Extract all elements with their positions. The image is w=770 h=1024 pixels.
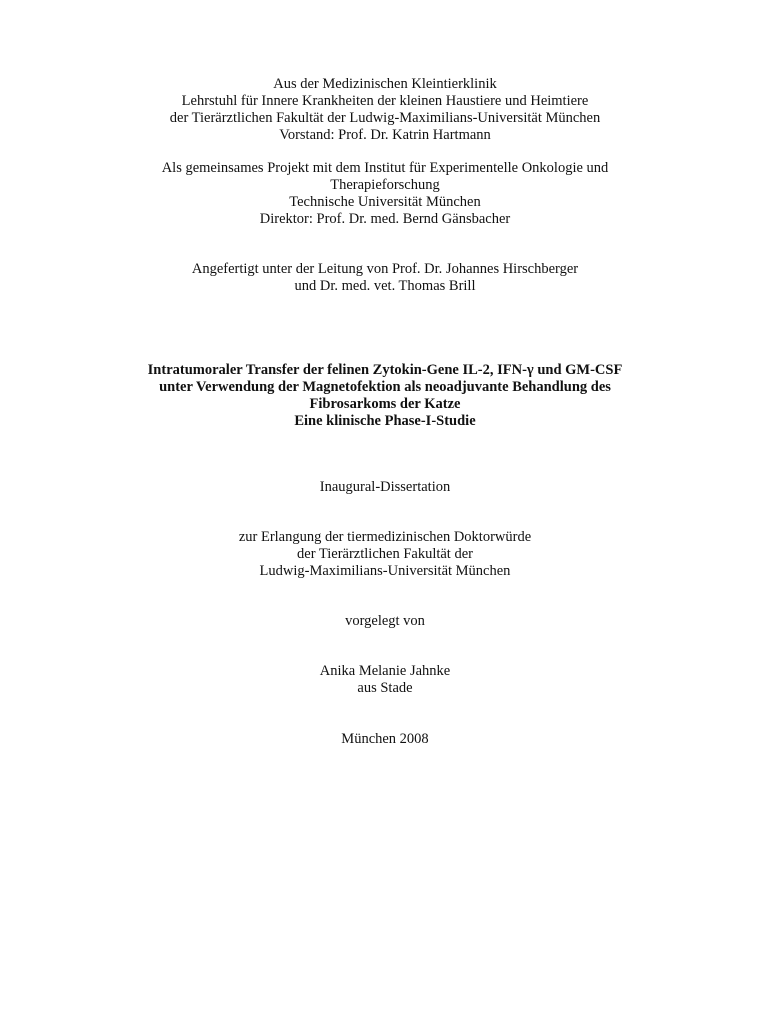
title-subtitle: Eine klinische Phase-I-Studie [294,413,476,429]
project-director: Direktor: Prof. Dr. med. Bernd Gänsbacher [259,211,511,227]
title-line-2: unter Verwendung der Magnetofektion als neoadjuvante Behandlung des [159,379,611,395]
header-chair: Lehrstuhl für Innere Krankheiten der kleinen Haustiere und Heimtiere [181,93,589,109]
title-line-1: Intratumoraler Transfer der felinen Zytokin-Gene IL-2, IFN-γ und GM-CSF [147,362,623,378]
purpose-line-1: zur Erlangung der tiermedizinischen Doktorwürde [238,529,532,545]
project-university: Technische Universität München [289,194,481,210]
dissertation-title [0,362,770,430]
author-origin: aus Stade [357,680,413,696]
degree-purpose [0,529,770,580]
project-line-2: Therapieforschung [330,177,440,193]
supervision-line-1: Angefertigt unter der Leitung von Prof. Dr. Johannes Hirschberger [191,261,579,277]
institution-header [0,76,770,144]
supervision-info [0,261,770,295]
joint-project-info [0,160,770,228]
submitted-by-label: vorgelegt von [345,613,425,629]
author-name: Anika Melanie Jahnke [319,663,451,679]
header-clinic: Aus der Medizinischen Kleintierklinik [273,76,497,92]
place-and-year [0,731,770,748]
author-info [0,663,770,697]
document-type-label: Inaugural-Dissertation [319,479,451,495]
place-year-label: München 2008 [341,731,429,747]
project-line-1: Als gemeinsames Projekt mit dem Institut für Experimentelle Onkologie und [161,160,609,176]
purpose-line-2: der Tierärztlichen Fakultät der [297,546,473,562]
supervision-line-2: und Dr. med. vet. Thomas Brill [294,278,476,294]
submitted-by [0,613,770,630]
document-type [0,479,770,496]
header-faculty: der Tierärztlichen Fakultät der Ludwig-Maximilians-Universität München [169,110,601,126]
purpose-line-3: Ludwig-Maximilians-Universität München [259,563,511,579]
title-line-3: Fibrosarkoms der Katze [309,396,461,412]
header-head: Vorstand: Prof. Dr. Katrin Hartmann [279,127,491,143]
